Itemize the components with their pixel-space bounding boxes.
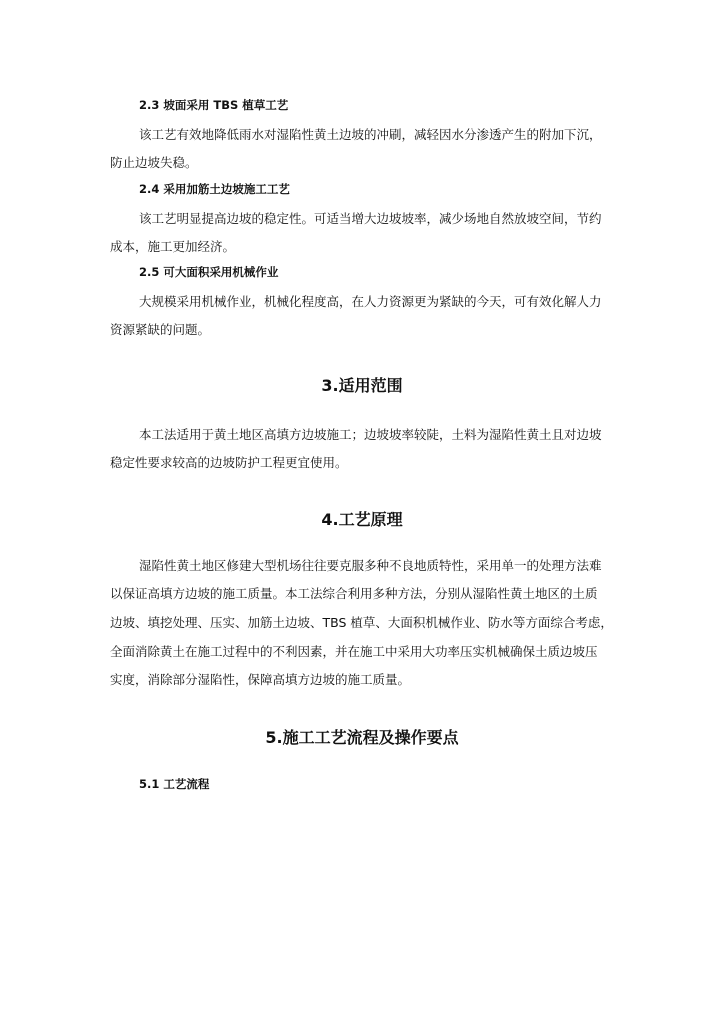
section-2-4-line-1: 该工艺明显提高边坡的稳定性。可适当增大边坡坡率，减少场地自然放坡空间，节约 [139, 211, 602, 226]
section-4-line-1: 湿陷性黄土地区修建大型机场往往要克服多种不良地质特性，采用单一的处理方法难 [139, 558, 602, 573]
section-2-5-line-2: 资源紧缺的问题。 [110, 322, 211, 337]
section-2-4-line-2: 成本，施工更加经济。 [110, 239, 236, 254]
section-2-3-heading: 2.3 坡面采用 TBS 植草工艺 [139, 98, 289, 112]
section-4-line-3: 边坡、填挖处理、压实、加筋土边坡、TBS 植草、大面积机械作业、防水等方面综合考虑， [110, 615, 613, 630]
section-2-3-line-2: 防止边坡失稳。 [110, 155, 198, 170]
section-5-title: 5.施工工艺流程及操作要点 [265, 728, 459, 747]
section-2-5-heading: 2.5 可大面积采用机械作业 [139, 265, 279, 279]
section-4-line-2: 以保证高填方边坡的施工质量。本工法综合利用多种方法，分别从湿陷性黄土地区的土质 [110, 586, 598, 601]
section-2-4-heading: 2.4 采用加筋土边坡施工工艺 [139, 182, 290, 196]
section-4-line-5: 实度，消除部分湿陷性，保障高填方边坡的施工质量。 [110, 672, 411, 687]
section-2-5-line-1: 大规模采用机械作业，机械化程度高，在人力资源更为紧缺的今天，可有效化解人力 [139, 294, 602, 309]
section-4-line-4: 全面消除黄土在施工过程中的不利因素，并在施工中采用大功率压实机械确保土质边坡压 [110, 644, 598, 659]
section-3-line-2: 稳定性要求较高的边坡防护工程更宜使用。 [110, 455, 348, 470]
section-3-title: 3.适用范围 [321, 376, 403, 395]
section-3-line-1: 本工法适用于黄土地区高填方边坡施工；边坡坡率较陡，土料为湿陷性黄土且对边坡 [139, 427, 602, 442]
section-4-title: 4.工艺原理 [321, 510, 403, 529]
section-5-1-heading: 5.1 工艺流程 [139, 777, 210, 791]
section-2-3-line-1: 该工艺有效地降低雨水对湿陷性黄土边坡的冲刷，减轻因水分渗透产生的附加下沉， [139, 127, 602, 142]
